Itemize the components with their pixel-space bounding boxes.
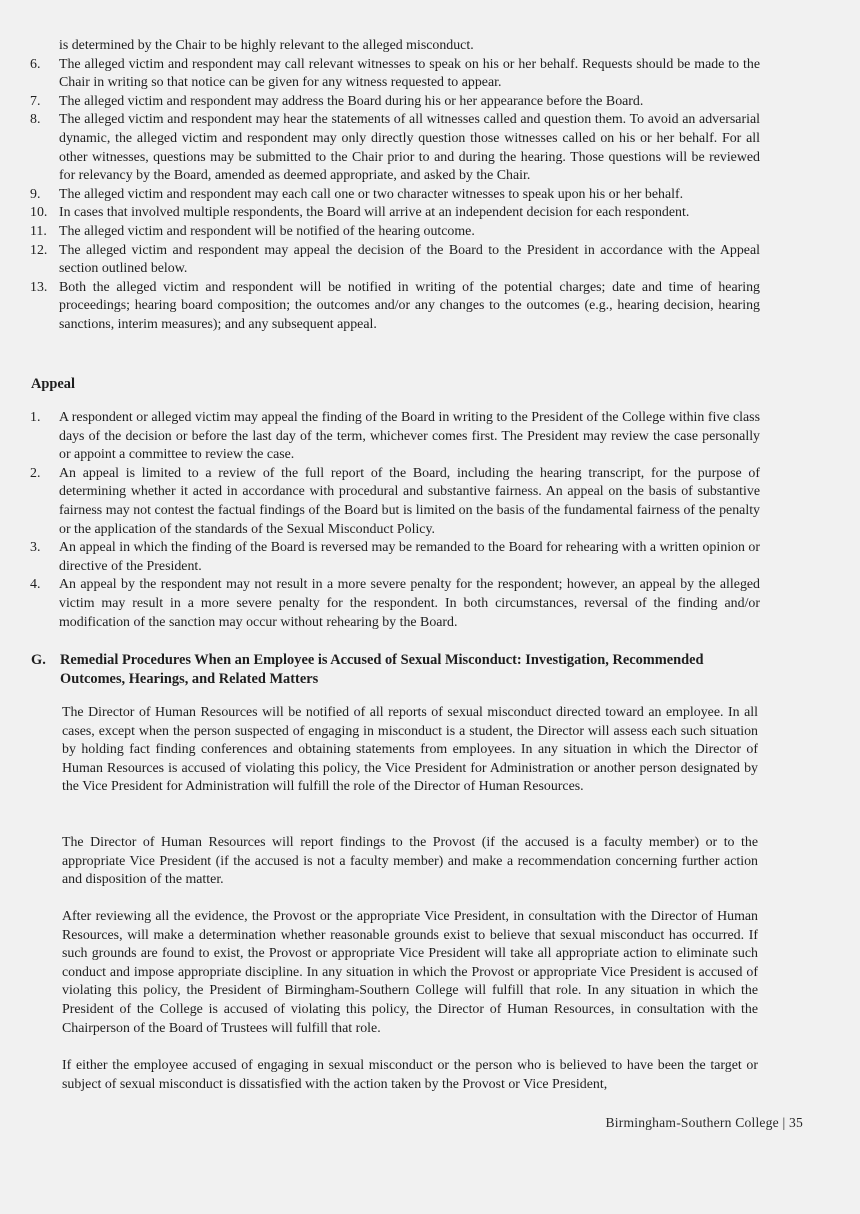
- list-text: The alleged victim and respondent may appeal the decision of the Board to the President in accordance with the Appeal section outlined below.: [59, 242, 760, 277]
- section-g-heading: [0, 651, 860, 688]
- body-paragraph: If either the employee accused of engaging in sexual misconduct or the person who is believed to have been the target or subject of sexual misconduct is dissatisfied with the action taken by the Provost or Vice President,: [62, 1058, 758, 1092]
- appeal-heading: Appeal: [31, 376, 75, 392]
- list-number: 2.: [30, 465, 41, 481]
- section-title: Remedial Procedures When an Employee is Accused of Sexual Misconduct: Investigation, Recommended Outcomes, Hearings, and Related Matters: [60, 652, 704, 687]
- list-number: 3.: [30, 540, 41, 556]
- list-number: 11.: [30, 223, 47, 239]
- list-item: [0, 576, 860, 632]
- list-text: The alleged victim and respondent may address the Board during his or her appearance before the Board.: [59, 93, 644, 109]
- list-item: [0, 409, 860, 465]
- list-item: [0, 279, 860, 335]
- section-letter: G.: [31, 652, 46, 668]
- list-number: 9.: [30, 186, 41, 202]
- list-text: The alleged victim and respondent may call relevant witnesses to speak on his or her behalf. Requests should be made to the Chair in writing so that notice can be given for any witness requested to appear.: [59, 56, 760, 91]
- list-text: The alleged victim and respondent will be notified of the hearing outcome.: [59, 223, 475, 239]
- list-number: 4.: [30, 577, 41, 593]
- list-text: An appeal by the respondent may not result in a more severe penalty for the respondent; however, an appeal by the alleged victim may result in a more severe penalty for the respondent. In both circumstances, reversal of the finding and/or modification of the sanction may occur without rehearing by the Board.: [59, 577, 760, 630]
- list-item: [0, 93, 860, 112]
- body-paragraph: The Director of Human Resources will report findings to the Provost (if the accused is a faculty member) or to the appropriate Vice President (if the accused is not a faculty member) and make a recommendation concerning further action and disposition of the matter.: [62, 835, 758, 888]
- list-text: An appeal in which the finding of the Board is reversed may be remanded to the Board for rehearing with a written opinion or directive of the President.: [59, 540, 760, 574]
- list-text: Both the alleged victim and respondent will be notified in writing of the potential charges; date and time of hearing proceedings; hearing board composition; the outcomes and/or any changes to the outcomes (e.g., hearing decision, hearing sanctions, interim measures); and any subsequent appeal.: [59, 279, 760, 332]
- body-paragraph: After reviewing all the evidence, the Provost or the appropriate Vice President, in consultation with the Director of Human Resources, will make a determination whether reasonable grounds exist to believe that sexual misconduct has occurred. If such grounds are found to exist, the Provost or appropriate Vice President will take all appropriate action to eliminate such conduct and impose appropriate discipline. In any situation in which the Provost or appropriate Vice President is accused of violating this policy, the President of Birmingham-Southern College will fulfill that role. In any situation in which the President of the College is accused of violating this policy, the Director of Human Resources, in consultation with the Chairperson of the Board of Trustees will fulfill that role.: [62, 909, 758, 1036]
- page-footer: Birmingham-Southern College | 35: [605, 1115, 803, 1130]
- continued-text: is determined by the Chair to be highly relevant to the alleged misconduct.: [59, 38, 474, 53]
- hearing-procedures-list: [0, 37, 860, 335]
- list-number: 13.: [30, 279, 48, 295]
- list-item: [0, 56, 860, 93]
- list-number: 1.: [30, 410, 41, 425]
- list-number: 12.: [30, 242, 48, 258]
- list-text: In cases that involved multiple respondents, the Board will arrive at an independent decision for each respondent.: [59, 205, 690, 221]
- list-item: [0, 539, 860, 576]
- appeal-list: [0, 409, 860, 632]
- list-text: A respondent or alleged victim may appeal the finding of the Board in writing to the President of the College within five class days of the decision or before the last day of the term, whichever comes first. The President may review the case personally or appoint a committee to review the case.: [59, 410, 760, 463]
- list-item: [0, 465, 860, 539]
- list-item: [0, 111, 860, 185]
- list-text: The alleged victim and respondent may hear the statements of all witnesses called and question them. To avoid an adversarial dynamic, the alleged victim and respondent may only directly question those witnesses called on his or her behalf. For all other witnesses, questions may be submitted to the Chair prior to and during the hearing. Those questions will be reviewed for relevancy by the Board, amended as deemed appropriate, and asked by the Chair.: [59, 112, 760, 184]
- list-item: [0, 204, 860, 223]
- list-item: [0, 223, 860, 242]
- list-number: 10.: [30, 205, 48, 221]
- list-text: An appeal is limited to a review of the full report of the Board, including the hearing transcript, for the purpose of determining whether it acted in accordance with procedural and substantive fairness. An appeal on the basis of substantive fairness may not contest the factual findings of the Board but is limited on the basis of the fundamental fairness of the penalty or the application of the standards of the Sexual Misconduct Policy.: [59, 465, 760, 537]
- list-text: The alleged victim and respondent may each call one or two character witnesses to speak upon his or her behalf.: [59, 186, 684, 202]
- list-item: [0, 242, 860, 279]
- list-number: 8.: [30, 112, 41, 128]
- body-paragraph: The Director of Human Resources will be notified of all reports of sexual misconduct directed toward an employee. In all cases, except when the person suspected of engaging in misconduct is a student, the Director will assess each such situation by holding fact finding conferences and obtaining statements from employees. In any situation in which the Director of Human Resources is accused of violating this policy, the Vice President for Administration or another person designated by the Vice President for Administration will fulfill the role of the Director of Human Resources.: [62, 705, 758, 795]
- list-item: [0, 186, 860, 205]
- list-number: 6.: [30, 56, 41, 72]
- list-number: 7.: [30, 93, 41, 109]
